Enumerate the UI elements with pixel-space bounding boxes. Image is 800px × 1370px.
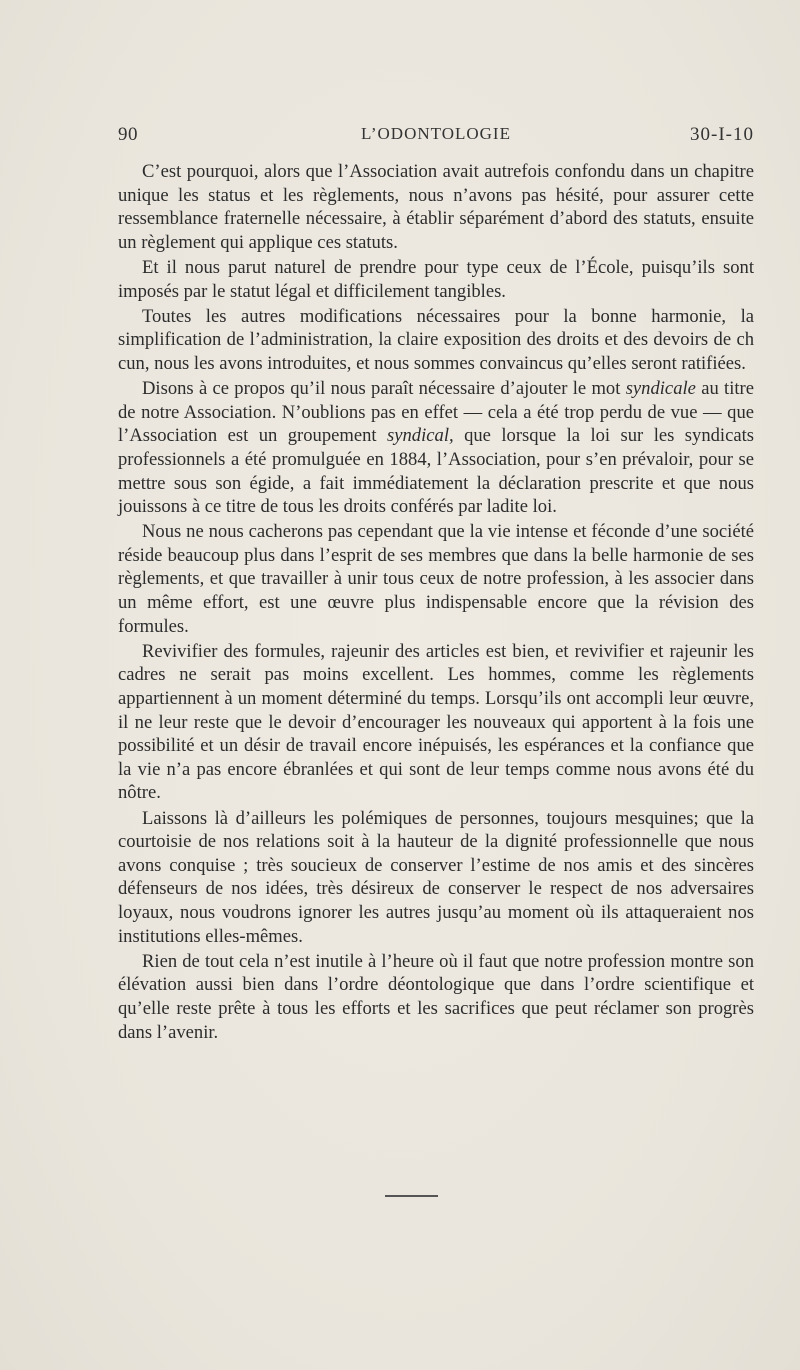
article-body — [118, 160, 754, 1046]
paragraph-4-part-2: au titre de notre Association. N’oublions pas en effet — cela a été trop perdu de vue — que l’Association est un groupement — [118, 378, 754, 447]
end-rule-divider — [385, 1195, 438, 1197]
paragraph-6: Revivifier des formules, rajeunir des articles est bien, et revivifier et rajeunir les cadres ne serait pas moins excellent. Les hommes, comme les règlements appartiennent à un moment déterminé du temps. Lorsqu’ils ont accompli leur œuvre, il ne leur reste que le devoir d’encourager les nouveaux qui apportent à la fois une possibilité et un désir de travail encore inépuisés, les espérances et la confiance que la vie n’a pas encore ébranlées et qui sont de leur temps comme nous avons été du nôtre. — [118, 640, 754, 804]
issue-date: 30-I-10 — [690, 124, 754, 145]
paragraph-5: Nous ne nous cacherons pas cependant que la vie intense et féconde d’une société réside beaucoup plus dans l’esprit de ses membres que dans la belle harmonie de ses règlements, et que travailler à unir tous ceux de notre profession, à les associer dans un même effort, est une œuvre plus indispensable encore que la révision des formules. — [118, 521, 754, 637]
paragraph-1: C’est pourquoi, alors que l’Association avait autrefois confondu dans un chapitre unique les status et les règlements, nous n’avons pas hésité, pour assurer cette ressemblance fraternelle nécessaire, à établir séparément d’abord des statuts, ensuite un règlement qui applique ces statuts. — [118, 161, 754, 253]
paragraph-8: Rien de tout cela n’est inutile à l’heure où il faut que notre profession montre son élévation aussi bien dans l’ordre déontologique que dans l’ordre scientifique et qu’elle reste prête à tous les efforts et les sacrifices que peut réclamer son progrès dans l’avenir. — [118, 950, 754, 1043]
journal-title: L’ODONTOLOGIE — [361, 124, 511, 143]
paragraph-4-part-1: Disons à ce propos qu’il nous paraît nécessaire d’ajouter le mot — [142, 378, 626, 400]
paragraph-7: Laissons là d’ailleurs les polémiques de personnes, toujours mesquines; que la courtoisie de nos relations soit à la hauteur de la dignité professionnelle que nous avons conquise ; très soucieux de conserver l’estime de nos amis et des sincères défenseurs de nos idées, très désireux de conserver le respect de nos adversaires loyaux, nous voudrons ignorer les autres jusqu’au moment où ils attaqueraient nos institutions elles-mêmes. — [118, 807, 754, 947]
running-header — [118, 124, 754, 150]
paragraph-4 — [118, 377, 754, 519]
paragraph-4-part-3: que lorsque la loi sur les syndicats professionnels a été promulguée en 1884, l’Association, pour s’en prévaloir, pour se mettre sous son égide, a fait immédiatement la déclaration prescrite et que nous jouissons à ce titre de tous les droits conférés par ladite loi. — [118, 425, 754, 518]
paragraph-3: Toutes les autres modifications nécessaires pour la bonne harmonie, la simplification de l’administration, la claire exposition des droits et des devoirs de ch cun, nous les avons introduites, et nous sommes convaincus qu’elles seront ratifiées. — [118, 305, 754, 374]
italic-word-syndicale: syndicale — [625, 378, 696, 400]
page-number: 90 — [118, 124, 138, 145]
italic-word-syndical: syndical, — [387, 425, 454, 447]
paragraph-2: Et il nous parut naturel de prendre pour type ceux de l’École, puisqu’ils sont imposés par le statut légal et difficilement tangibles. — [118, 256, 754, 302]
